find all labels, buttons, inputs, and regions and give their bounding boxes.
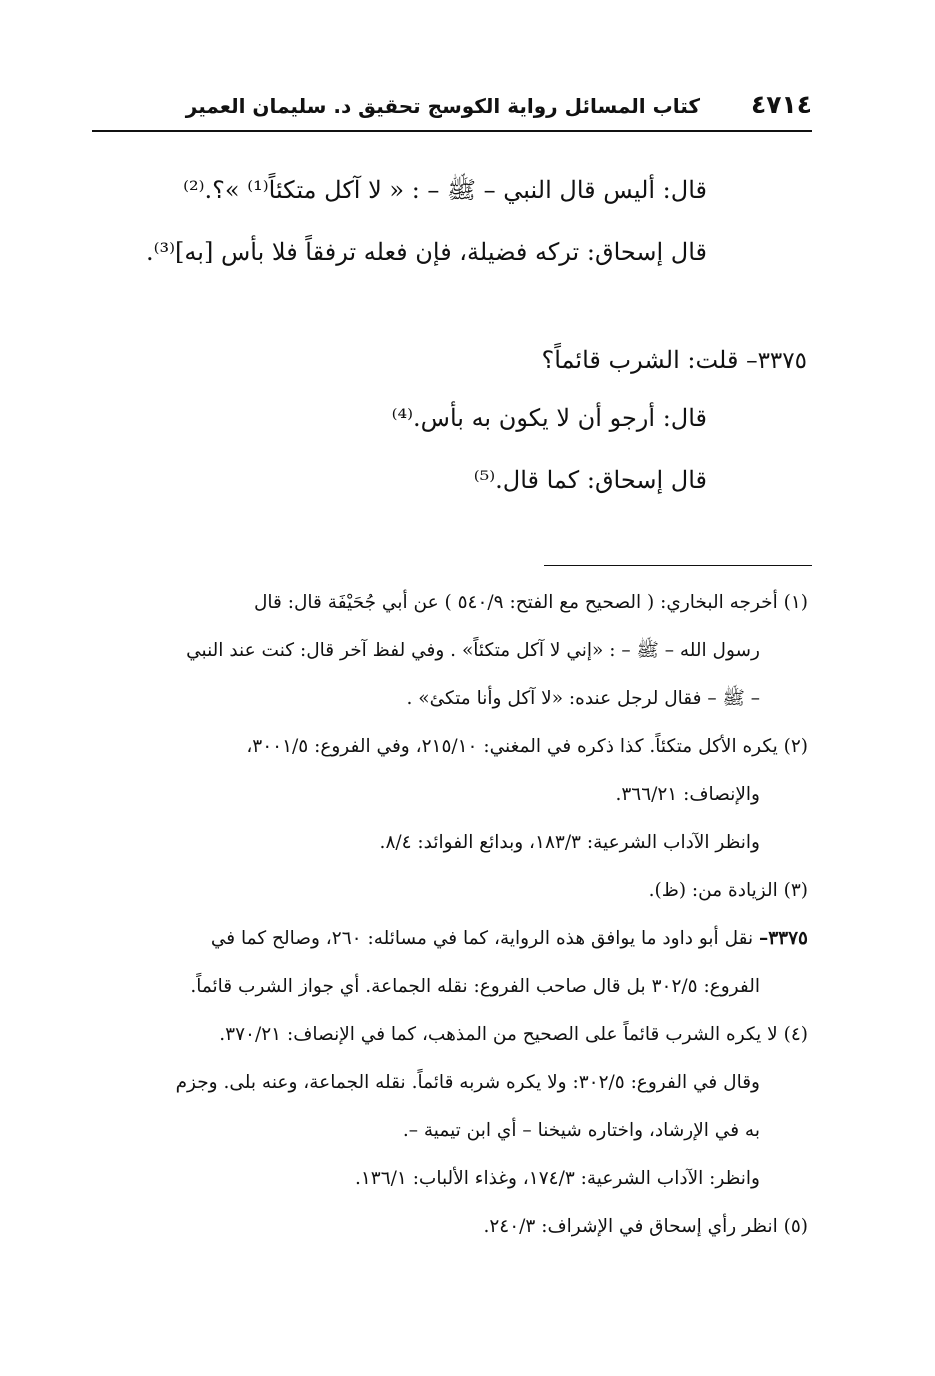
footnote-4-line-2: وقال في الفروع: ٣٠٢/٥: ولا يكره شربه قائماً. نقله الجماعة، وعنه بلى. وجزم: [175, 1072, 760, 1093]
footnote-2-line-2: والإنصاف: ٣٦٦/٢١.: [615, 784, 760, 805]
issue-3375: [541, 346, 807, 376]
footnote-rule: [544, 565, 812, 566]
footnote-3: (٣) الزيادة من: (ظ).: [648, 880, 808, 901]
footnote-4-line-3: به في الإرشاد، واختاره شيخنا – أي ابن تيمية –.: [402, 1120, 760, 1141]
issue-answer: قال: أرجو أن لا يكون به بأس.⁽⁴⁾: [391, 404, 707, 432]
footnote-2-line-3: وانظر الآداب الشرعية: ١٨٣/٣، وبدائع الفوائد: ٨/٤.: [379, 832, 760, 853]
footnote-2-line-1: (٢) يكره الأكل متكئاً. كذا ذكره في المغني: ٢١٥/١٠، وفي الفروع: ٣٠٠١/٥،: [246, 736, 808, 757]
footnote-3375-line-2: الفروع: ٣٠٢/٥ بل قال صاحب الفروع: نقله الجماعة. أي جواز الشرب قائماً.: [190, 976, 760, 997]
footnote-1-line-3: – ﷺ – فقال لرجل عنده: «لا آكل وأنا متكئ» .: [406, 688, 760, 709]
footnote-4-line-1: (٤) لا يكره الشرب قائماً على الصحيح من المذهب، كما في الإنصاف: ٣٧٠/٢١.: [219, 1024, 808, 1045]
footnote-1-line-2: رسول الله – ﷺ – : «إني لا آكل متكئاً» . وفي لفظ آخر قال: كنت عند النبي: [186, 640, 760, 661]
footnote-3375-text: نقل أبو داود ما يوافق هذه الرواية، كما في مسائله: ٢٦٠، وصالح كما في: [210, 928, 754, 949]
running-header: [92, 90, 812, 132]
footnote-3375-number: ٣٣٧٥–: [759, 928, 808, 949]
main-text-line-2: قال إسحاق: تركه فضيلة، فإن فعله ترفقاً فلا بأس [به]⁽³⁾.: [146, 238, 707, 266]
footnote-4-line-4: وانظر: الآداب الشرعية: ١٧٤/٣، وغذاء الألباب: ١٣٦/١.: [354, 1168, 760, 1189]
issue-ishaq-answer: قال إسحاق: كما قال.⁽⁵⁾: [473, 466, 707, 494]
footnote-1-line-1: (١) أخرجه البخاري: ( الصحيح مع الفتح: ٥٤٠/٩ ) عن أبي جُحَيْفَة قال: قال: [253, 592, 808, 613]
book-title: كتاب المسائل رواية الكوسج تحقيق د. سليمان العمير: [185, 94, 700, 118]
footnote-3375-line-1: [88, 928, 808, 950]
issue-number: ٣٣٧٥–: [746, 348, 807, 374]
issue-question: قلت: الشرب قائماً؟: [541, 346, 739, 374]
page-number: ٤٧١٤: [750, 90, 812, 119]
main-text-line-1: قال: أليس قال النبي – ﷺ – : « لا آكل متكئاً⁽¹⁾ »؟.⁽²⁾: [183, 176, 707, 204]
footnote-5: (٥) انظر رأي إسحاق في الإشراف: ٢٤٠/٣.: [483, 1216, 808, 1237]
